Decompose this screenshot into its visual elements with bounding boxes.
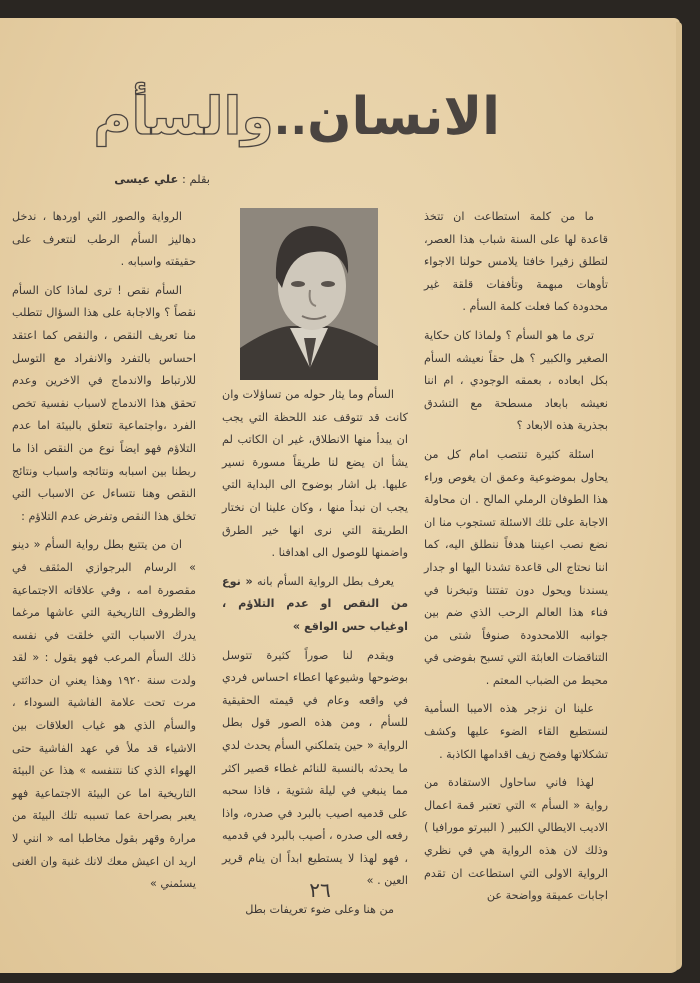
article-title [93,62,500,172]
paragraph-definition [222,571,408,639]
title-separator: .. [273,94,308,145]
paragraph: علينا ان نزجر هذه الاميبا السأمية لنستطيع القاء الضوء عليها وكشف تشكلاتها وفضح زيف اقدامها الكاذبة . [424,702,608,761]
author-name: علي عيسى [114,172,179,186]
title-part-1: الانسان [307,87,500,147]
definition-intro: يعرف بطل الرواية السأم بانه [257,574,394,588]
paragraph: ترى ما هو السأم ؟ ولماذا كان حكاية الصغير والكبير ؟ هل حقاً نعيشه السأم بكل ابعاده ، بعمقه الوجودي ، ام اننا نعيشه بابعاد مسطحة مع التشدق بجذرية هذه الابعاد ؟ [424,328,608,433]
byline [60,172,210,186]
paragraph: السأم نقص ! ترى لماذا كان السأم نقصاً ؟ والاجابة على هذا السؤال تتطلب منا تعريف النقص ، والنقص كما اعتقد احساس بالتفرد والانفراد مع التوسل للارتباط والاندماج في الاخرين وعدم تحقق هذا الاندماج لاسباب نفسية تخص الفرد ،واجتماعية تتعلق بالبيئة اما عدم التلاؤم فهو ايضاً نوع من النقص اذا ما ربطنا بين اسبابه ونتائجه واسباب ونتائج النقص وهنا نتساءل عن الاسباب التي تخلق هذا النقص وتفرض عدم التلاؤم : [12,283,196,523]
paragraph: اسئلة كثيرة تنتصب امام كل من يحاول بموضوعية وعمق ان يغوص وراء هذا الطوفان الرملي المالح . ان محاولة الاجابة على تلك الاسئلة تستجوب منا ان نضع نصب اعيننا هدفاً ننطلق اليه، كما اننا نحتاج الى قاعدة تشدنا اليها او جدار يسندنا ويحول دون تفتتنا وتبخرنا في فناء هذا العالم الرحب الذي ضم بين جوانبه اللامحدودة صنوفاً شتى من التناقضات العابثة التي تسبح بفوضى في محيط من الضباب المعتم . [424,447,608,687]
paragraph: ما من كلمة استطاعت ان تتخذ قاعدة لها على السنة شباب هذا العصر، لتطلق زفيرا خافتا يلامس حولنا الاجواء تأوهات مبهمة وتأففات قلقة غير محدودة كما فعلت كلمة السأم . [424,210,608,314]
title-part-2: والسأم [93,87,274,147]
column-left [12,206,196,902]
paragraph: من هنا وعلى ضوء تعريفات بطل [245,903,394,917]
column-middle [222,384,408,928]
portrait-image [240,208,378,380]
page-number: ٢٦ [309,878,331,902]
paragraph: ان من يتتبع بطل رواية السأم « دينو » الرسام البرجوازي المثقف في مقصورة امه ، وفي علاقاته الاجتماعية والظروف التاريخية التي عاشها مرغما يدرك الاسباب التي خلقت في نفسه ذلك السأم المرعب فهو يقول : « لقد ولدت سنة ١٩٢٠ وهذا يعني ان حداثتي مرت تحت علامة الفاشية السوداء ، والسأم الذي هو غياب العلاقات بين الاشياء قد ملأ في عهد الفاشية حتى الهواء الذي كنا نتنفسه » هذا عن البيئة التاريخية اما عن البيئة الاجتماعية فهو يعبر بصراحة عما تسببه تلك البيئة من مرارة وقهر بقول مخاطبا امه « انني لا اريد ان اعيش معك لانك غنية وان الغنى يسئمني » [12,538,196,891]
author-photo [240,208,378,380]
byline-prefix: بقلم : [181,172,210,186]
paragraph: لهذا فاني ساحاول الاستفادة من رواية « السأم » التي تعتبر قمة اعمال الاديب الايطالي الكبير ( البيرتو مورافيا ) وذلك لان هذه الرواية هي في نظري الرواية الاولى التي استطاعت ان تقدم اجابات عميقة وواضحة عن [424,776,608,903]
page-edge [676,22,682,970]
column-right [424,206,608,914]
paragraph: السأم وما يثار حوله من تساؤلات وان كانت قد تتوقف عند اللحظة التي يجب ان يبدأ منها الانطلاق، غير ان الكاتب لم يشأ ان يضع لنا طريقاً مسورة نسير عليها. بل اشار بوضوح الى البداية التي يجب ان نبدأ منها ، وكان علينا ان نختار الطريقة التي نرى انها خير الطرق واضمنها للوصول الى اهدافنا . [222,388,408,560]
paragraph: الرواية والصور التي اوردها ، ندخل دهاليز السأم الرطب لنتعرف على حقيقته واسبابه . [12,210,196,269]
definition-quote: « نوع من النقص او عدم التلاؤم ، اوغياب حس الواقع » [222,574,408,633]
paragraph: ويقدم لنا صوراً كثيرة تتوسل بوضوحها وشيوعها اعطاء احساس فردي في واقعه وعام في قيمته الحقيقية للسأم ، ومن هذه الصور قول بطل الرواية « حين يتملكني السأم يحدث لدي ما يحدثه بالنسبة للنائم غطاء قصير اكثر مما ينبغي في ليلة شتوية ، فاذا سحبه على قدميه اصيب بالبرد في صدره، واذا رفعه الى صدره ، أصيب بالبرد في قدميه ، فهو لهذا لا يستطيع ابداً ان ينام قرير العين . » [222,648,408,888]
